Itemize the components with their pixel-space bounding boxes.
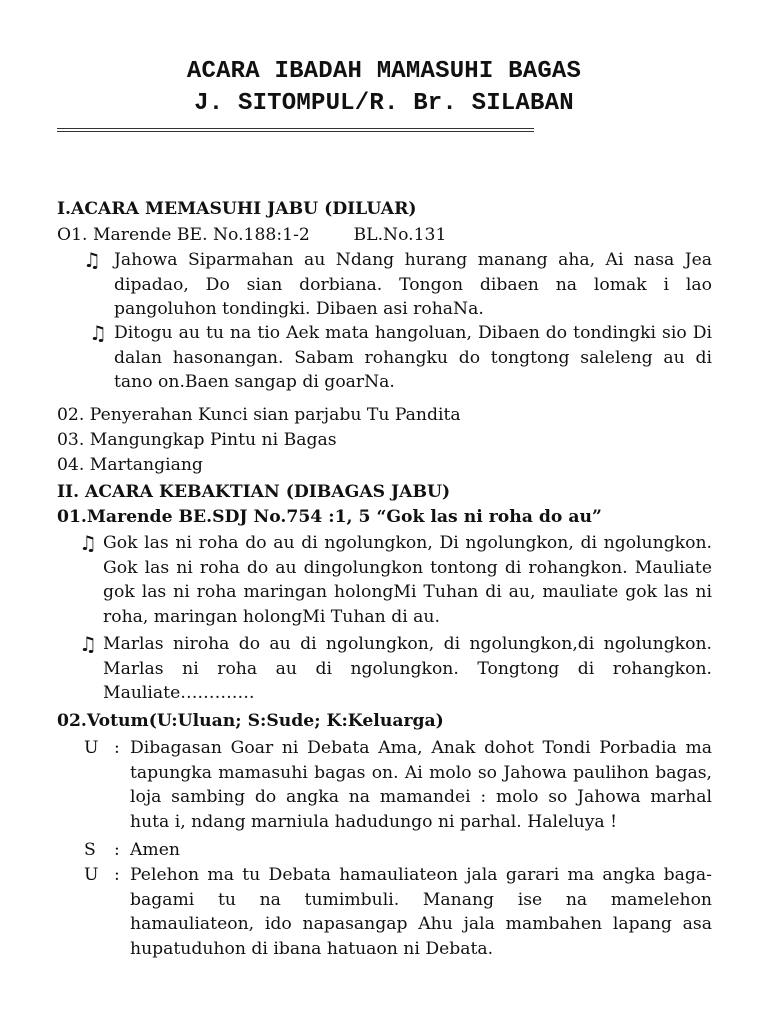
hymn-verse-1: Jahowa Siparmahan au Ndang hurang manang aha, Ai nasa Jea dipadao, Do sian dorbiana. Tongon dibaen na lomak i lao pangoluhon tondingki. Dibaen asi rohaNa.: [114, 250, 712, 319]
divider-line: [57, 131, 534, 132]
music-note-icon: ♫: [83, 248, 101, 272]
music-note-icon: ♫: [79, 632, 97, 656]
song-verse-1: Gok las ni roha do au di ngolungkon, Di ngolungkon, di ngolungkon. Gok las ni roha do au dingolungkon tontong di rohangkon. Mauliate gok las ni roha maringan holongMi Tuhan di au, mauliate gok las ni roha, maringan holongMi Tuhan di au.: [103, 533, 712, 627]
song-verse-2: Marlas niroha do au di ngolungkon, di ngolungkon,di ngolungkon. Marlas ni roha au di ngolungkon. Tongtong di rohangkon. Mauliate………….: [103, 634, 712, 703]
votum-text: Pelehon ma tu Debata hamauliateon jala garari ma angka baga-bagami tu na tumimbuli. Manang ise na mamelehon hamauliateon, ido napasangap Ahu jala mambahen lapang asa hupatuduhon di ibana hatuaon ni Debata.: [130, 865, 712, 959]
votum-speaker-label: S: [84, 840, 96, 860]
section-1-item-3: 03. Mangungkap Pintu ni Bagas: [57, 430, 337, 450]
section-1-item-4: 04. Martangiang: [57, 455, 203, 475]
section-1-item-1: O1. Marende BE. No.188:1-2 BL.No.131: [57, 225, 447, 245]
votum-text: Dibagasan Goar ni Debata Ama, Anak dohot Tondi Porbadia ma tapungka mamasuhi bagas on. Ai molo so Jahowa paulihon bagas, loja sambing do angka na mamandei : molo so Jahowa marhal huta i, ndang marniula hadudungo ni parhal. Haleluya !: [130, 738, 712, 832]
document-subtitle: J. SITOMPUL/R. Br. SILABAN: [194, 90, 574, 117]
document-title: ACARA IBADAH MAMASUHI BAGAS: [186, 58, 582, 85]
hymn-verse-2: Ditogu au tu na tio Aek mata hangoluan, Dibaen do tondingki sio Di dalan hasonangan. Sabam rohangku do tongtong saleleng au di tano on.Baen sangap di goarNa.: [114, 323, 712, 392]
votum-speaker-label: U: [84, 865, 99, 885]
section-1-item-2: 02. Penyerahan Kunci sian parjabu Tu Pandita: [57, 405, 461, 425]
section-1-heading: I.ACARA MEMASUHI JABU (DILUAR): [57, 199, 417, 219]
section-2-item-2: 02.Votum(U:Uluan; S:Sude; K:Keluarga): [57, 711, 444, 731]
votum-speaker-label: U: [84, 738, 99, 758]
section-2-item-1: 01.Marende BE.SDJ No.754 :1, 5 “Gok las ni roha do au”: [57, 507, 602, 527]
music-note-icon: ♫: [89, 321, 107, 345]
votum-separator: :: [114, 738, 120, 758]
music-note-icon: ♫: [79, 531, 97, 555]
votum-text: Amen: [130, 840, 180, 860]
votum-separator: :: [114, 840, 120, 860]
divider-line: [57, 128, 534, 129]
section-2-heading: II. ACARA KEBAKTIAN (DIBAGAS JABU): [57, 482, 451, 502]
votum-separator: :: [114, 865, 120, 885]
